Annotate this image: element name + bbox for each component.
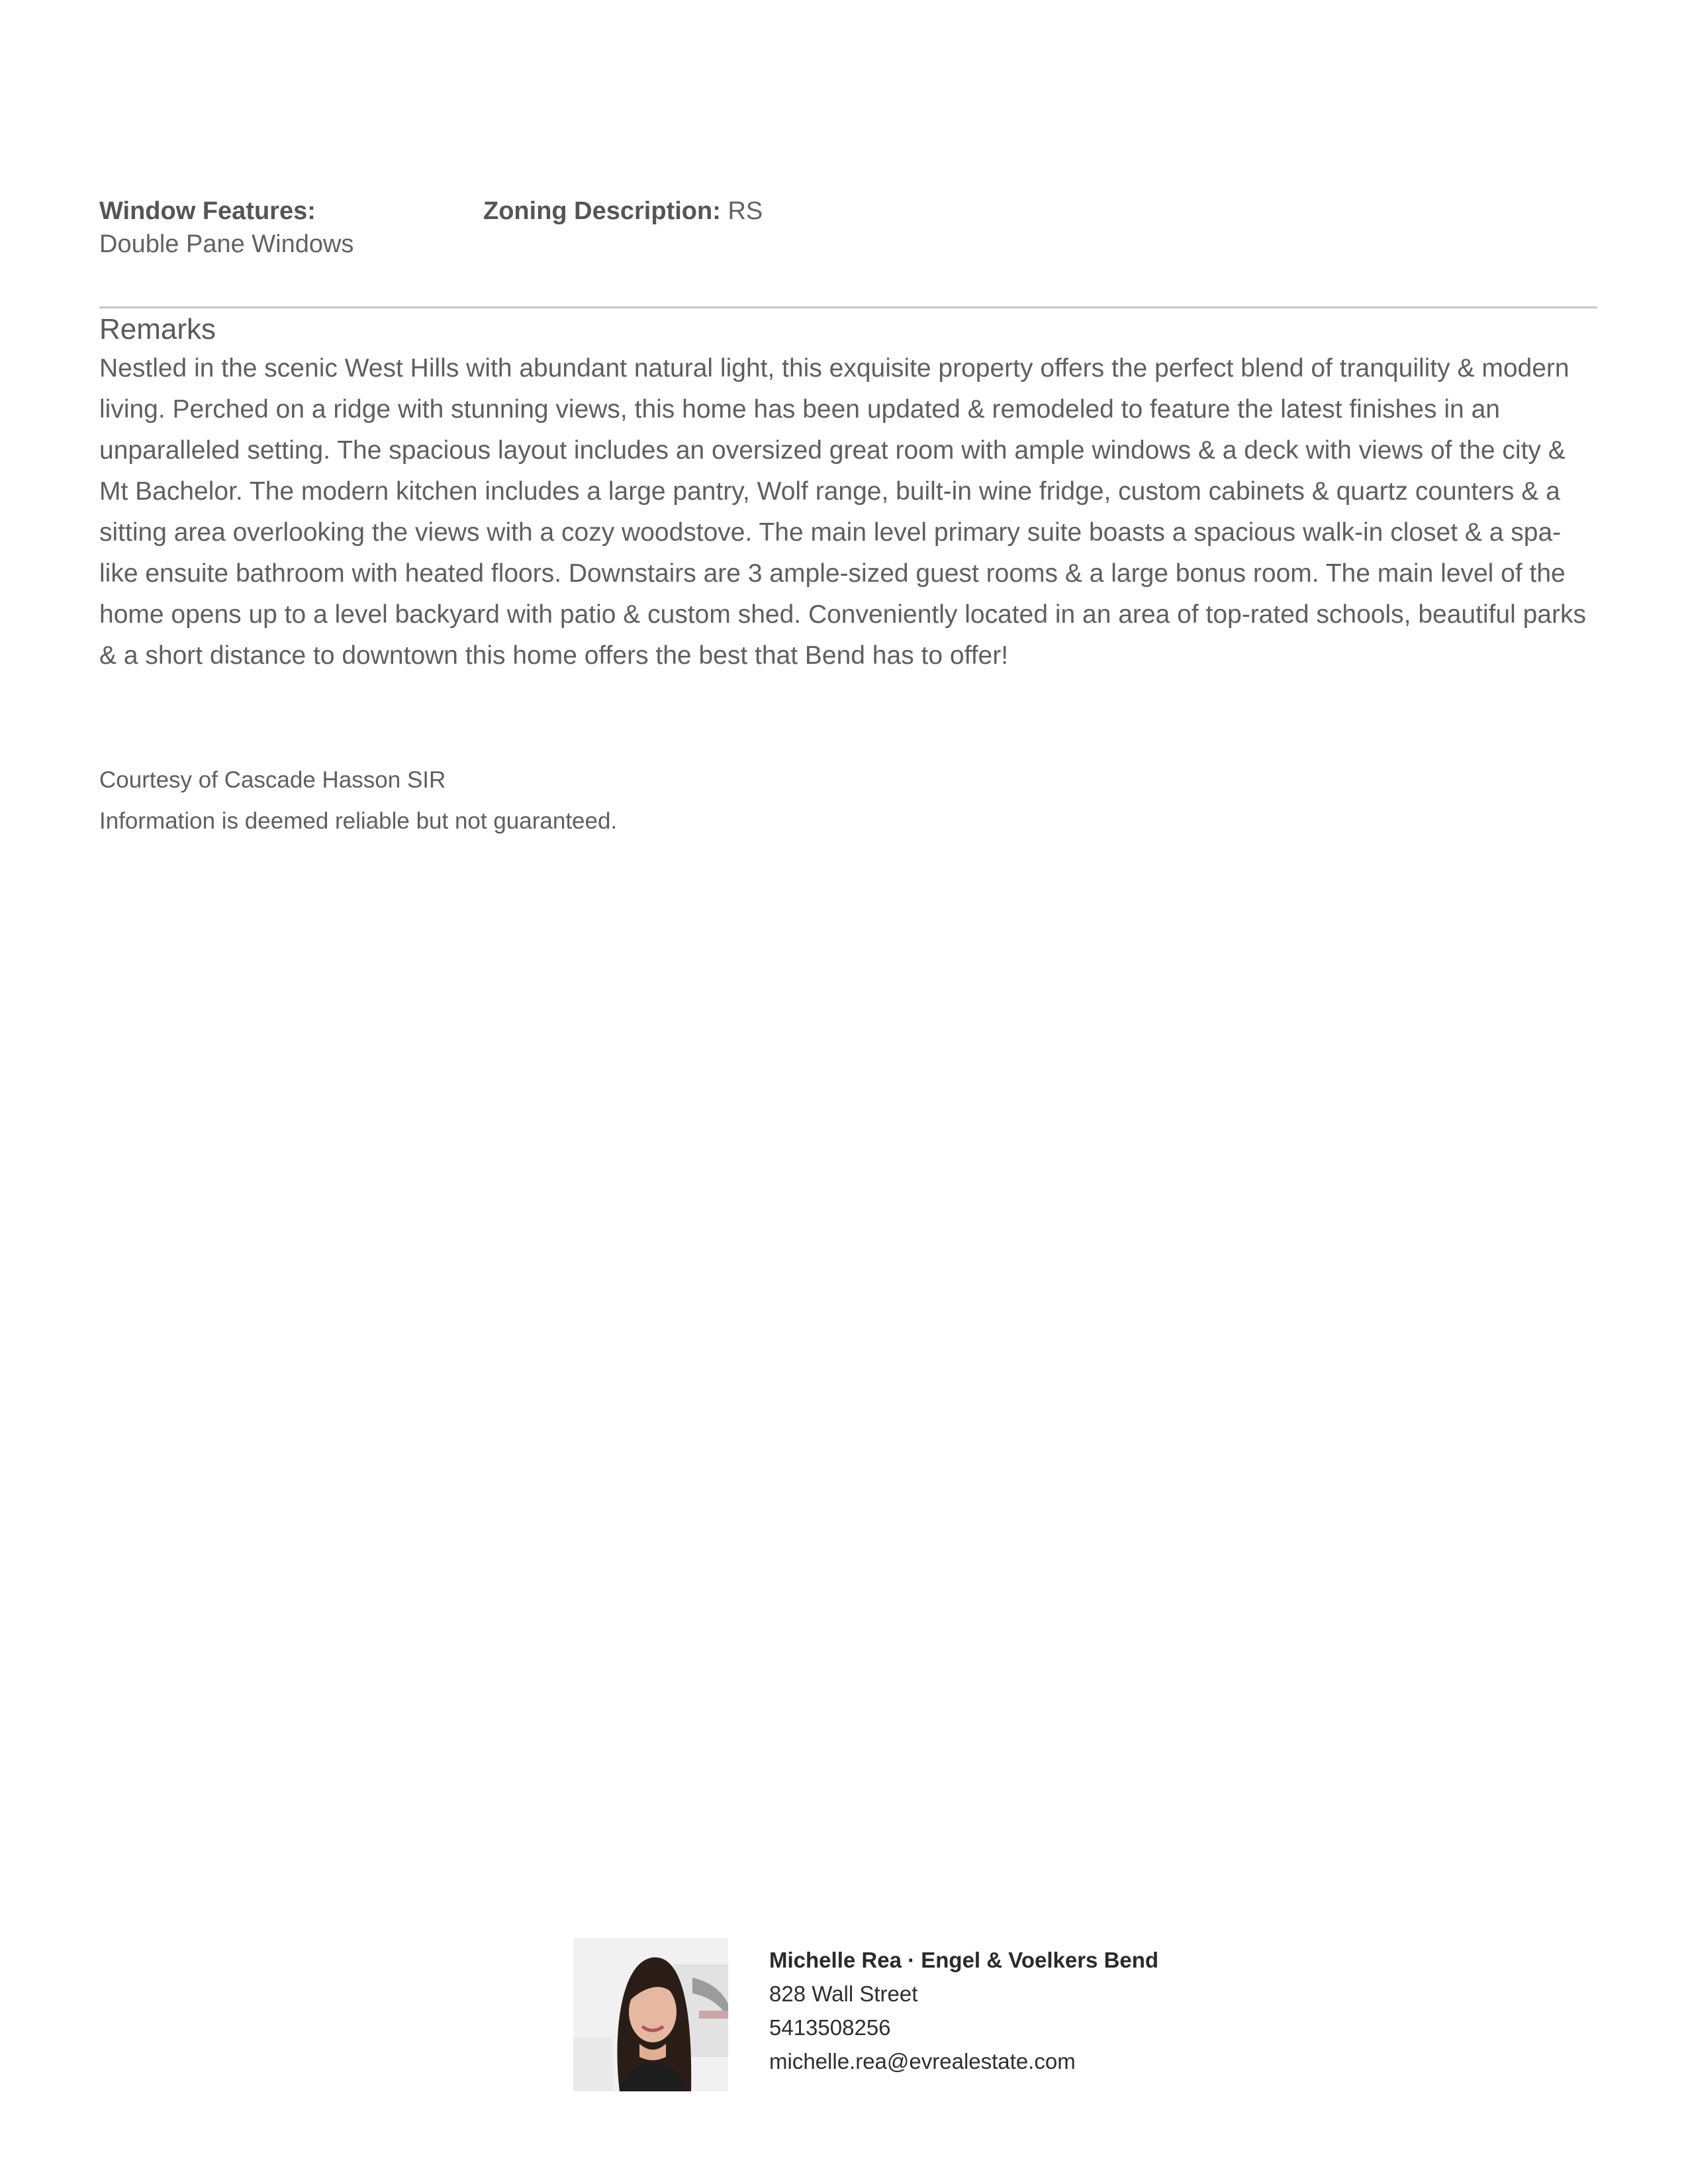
disclaimer-line: Information is deemed reliable but not guaranteed.: [99, 808, 618, 834]
agent-email[interactable]: michelle.rea@evrealestate.com: [769, 2049, 1076, 2073]
agent-photo: [573, 1938, 728, 2091]
window-features-value: Double Pane Windows: [99, 230, 354, 258]
window-features-label: Window Features:: [99, 197, 316, 225]
agent-address: 828 Wall Street: [769, 1981, 918, 2006]
window-features: [99, 195, 397, 261]
remarks-text: Nestled in the scenic West Hills with abundant natural light, this exquisite property offers the perfect blend of tranquility & modern living. Perched on a ridge with stunning views, this home has been updated & remodeled to feature the latest finishes in an unparalleled setting. The spacious layout includes an oversized great room with ample windows & a deck with views of the city & Mt Bachelor. The modern kitchen includes a large pantry, Wolf range, built-in wine fridge, custom cabinets & quartz counters & a sitting area overlooking the views with a cozy woodstove. The main level primary suite boasts a spacious walk-in closet & a spa-like ensuite bathroom with heated floors. Downstairs are 3 ample-sized guest rooms & a large bonus room. The main level of the home opens up to a level backyard with patio & custom shed. Conveniently located in an area of top-rated schools, beautiful parks & a short distance to downtown this home offers the best that Bend has to offer!: [99, 354, 1586, 670]
agent-phone[interactable]: 5413508256: [769, 2015, 891, 2040]
section-divider: [99, 306, 1597, 308]
courtesy-notice: [99, 760, 617, 842]
courtesy-line: Courtesy of Cascade Hasson SIR: [99, 767, 446, 793]
zoning-description-value: RS: [727, 197, 763, 225]
remarks-heading: Remarks: [99, 313, 216, 345]
agent-name: Michelle Rea · Engel & Voelkers Bend: [769, 1948, 1159, 1972]
zoning-description: [483, 195, 947, 228]
zoning-description-label: Zoning Description:: [483, 197, 721, 225]
agent-contact: [769, 1943, 1158, 2078]
